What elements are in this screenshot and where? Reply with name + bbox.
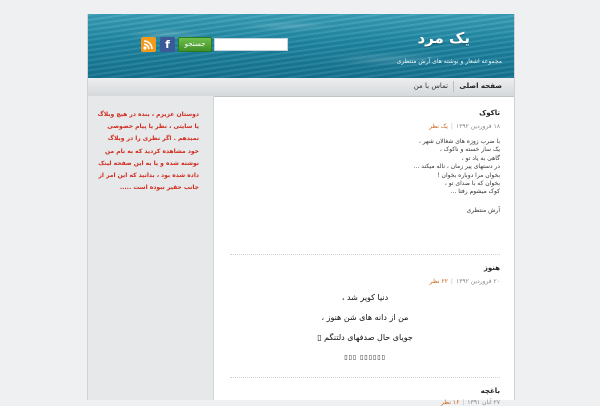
site-title[interactable]: یک مرد bbox=[417, 29, 470, 47]
post-line: گاهی به یاد تو ، bbox=[461, 154, 500, 162]
post-body bbox=[230, 138, 500, 197]
rss-icon[interactable] bbox=[141, 37, 156, 52]
notice-line: نوشته شده و یا به این صفحه لینک bbox=[98, 159, 199, 167]
post-line: با ضرب زوزه های شغالان شهر ، bbox=[418, 138, 500, 145]
post-line: یک ساز خسته و ناکوک ، bbox=[439, 146, 500, 154]
post-meta bbox=[230, 123, 500, 130]
comments-link[interactable]: ۲۲ نظر bbox=[429, 278, 448, 285]
meta-separator: | bbox=[450, 278, 453, 285]
post-date: ۲۷ آبان ۱۳۹۱ bbox=[467, 399, 500, 406]
page-container bbox=[87, 14, 515, 406]
post-line: بخوان که با صدای تو ، bbox=[444, 180, 500, 188]
facebook-icon[interactable]: f bbox=[160, 37, 175, 52]
comments-link[interactable]: ۱۶ نظر bbox=[440, 399, 460, 406]
header-banner bbox=[88, 14, 514, 78]
notice-line: جانب حقیر نبوده است ..... bbox=[119, 184, 199, 192]
post-author: آرش منتظری bbox=[466, 206, 500, 214]
notice-line: دوستان عزیزم ، بنده در هیچ وبلاگ bbox=[97, 111, 199, 118]
notice-line: نمیدهم . اگر نظری را در وبلاگ bbox=[107, 135, 199, 143]
meta-separator: | bbox=[450, 123, 453, 130]
notice-line: یا سایتی ، نظر یا پیام خصوصی bbox=[107, 123, 199, 131]
site-description: مجموعه اشعار و نوشته های آرش منتظری bbox=[396, 58, 502, 65]
post-takook bbox=[230, 109, 500, 214]
post-line: بخوان مرا دوباره بخوان ! bbox=[437, 171, 500, 179]
search-button[interactable]: جستجو bbox=[178, 37, 212, 52]
sidebar-notice bbox=[93, 109, 199, 194]
post-divider bbox=[230, 377, 500, 378]
notice-line: داده شده بود ، بدانید که این امر از bbox=[98, 172, 199, 180]
rss-icon-graphic bbox=[141, 37, 156, 52]
nav-separator bbox=[453, 81, 454, 92]
post-meta bbox=[230, 278, 500, 285]
nav-item-home[interactable]: صفحه اصلی bbox=[459, 82, 502, 90]
poem-unrendered-glyphs: ▯▯▯▯▯▯ ▯▯▯ bbox=[344, 354, 386, 361]
comments-link[interactable]: یک نظر bbox=[429, 123, 448, 130]
post-title[interactable]: باغچه bbox=[480, 387, 500, 395]
post-line: کوک میشوم رفتا ... bbox=[450, 188, 500, 196]
poem-line: من از دانه های شن هنوز ، bbox=[321, 313, 409, 322]
post-line: در دستهای پیر زمان ، ناله میکند ... bbox=[413, 163, 500, 171]
post-divider bbox=[230, 254, 500, 255]
sidebar bbox=[88, 96, 214, 400]
main-navigation bbox=[88, 78, 514, 97]
notice-line: خود مشاهده کردید که به نام من bbox=[105, 147, 199, 155]
poem-line: دنیا کویر شد ، bbox=[341, 293, 389, 302]
post-title[interactable]: هنوز bbox=[483, 264, 500, 272]
post-title[interactable]: تاکوک bbox=[479, 109, 500, 117]
post-date: ۱۸ فروردین ۱۳۹۲ bbox=[455, 123, 500, 130]
post-meta bbox=[230, 399, 500, 406]
poem-line: جویای حال صدفهای دلتنگم ▯ bbox=[317, 333, 413, 342]
post-baghche bbox=[230, 387, 500, 406]
post-poem bbox=[230, 288, 500, 368]
post-hanooz bbox=[230, 264, 500, 368]
post-date: ۲۰ فروردین ۱۳۹۲ bbox=[455, 278, 500, 285]
nav-item-contact[interactable]: تماس با من bbox=[413, 82, 448, 90]
meta-separator: | bbox=[462, 399, 465, 406]
search-input[interactable] bbox=[214, 38, 288, 51]
